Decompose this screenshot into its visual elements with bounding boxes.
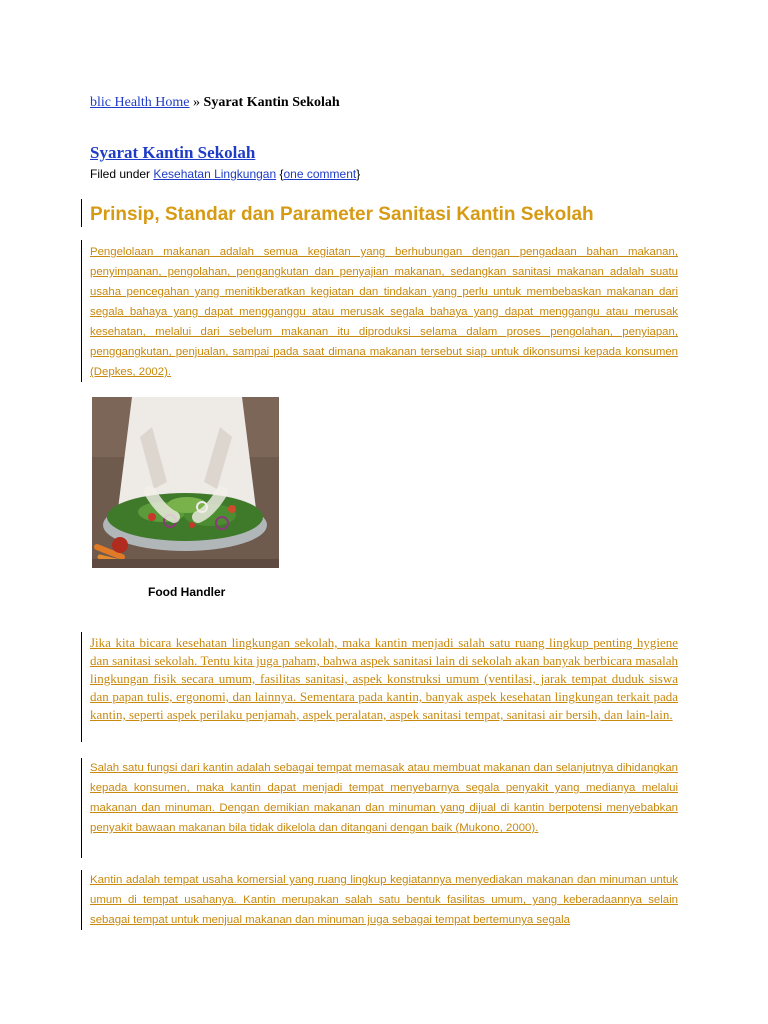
quote-bar [81, 870, 82, 930]
article-paragraph-3: Salah satu fungsi dari kantin adalah sebagai tempat memasak atau membuat makanan dan selanjutnya dihidangkan kepada konsumen, maka kantin dapat menjadi tempat menyebarnya segala penyakit yang medianya melalui makanan dan minuman. Dengan demikian makanan dan minuman yang dijual di kantin berpotensi menyebabkan penyakit bawaan makanan bila tidak dikelola dan ditangani dengan baik (Mukono, 2000). [90, 762, 678, 834]
quote-bar [81, 240, 82, 382]
filed-under-label: Filed under [90, 167, 154, 181]
post-meta [90, 166, 360, 182]
food-handler-photo [92, 397, 279, 568]
category-link[interactable]: Kesehatan Lingkungan [153, 167, 277, 181]
quote-bar [81, 632, 82, 742]
brace-close: } [356, 167, 361, 181]
article-paragraph-1: Pengelolaan makanan adalah semua kegiatan yang berhubungan dengan pengadaan bahan makanan, penyimpanan, pengolahan, pengangkutan dan penyajian makanan, sedangkan sanitasi makanan adalah suatu usaha pencegahan yang menitikberatkan kegiatan dan tindakan yang perlu untuk membebaskan makanan dari segala bahaya yang dapat mengganggu atau merusak segala bahaya yang dapat menggangu atau merusak kesehatan, melalui dari sebelum makanan itu diproduksi selama dalam proses pengolahan, penyiapan, penggangkutan, penjualan, sampai pada saat dimana makanan tersebut siap untuk dikonsumsi kepada konsumen (Depkes, 2002). [90, 246, 678, 378]
article-paragraph-4: Kantin adalah tempat usaha komersial yang ruang lingkup kegiatannya menyediakan makanan dan minuman untuk umum di tempat usahanya. Kantin merupakan salah satu bentuk fasilitas umum, yang keberadaannya selain sebagai tempat untuk menjual makanan dan minuman juga sebagai tempat bertemunya segala [90, 874, 678, 926]
breadcrumb [90, 94, 340, 112]
post-title [90, 142, 255, 164]
image-caption: Food Handler [148, 585, 226, 599]
article-paragraph-2: Jika kita bicara kesehatan lingkungan sekolah, maka kantin menjadi salah satu ruang lingkup penting hygiene dan sanitasi sekolah. Tentu kita juga paham, bahwa aspek sanitasi lain di sekolah akan banyak berbicara masalah lingkungan fisik secara umum, fasilitas sanitasi, aspek konstruksi umum (ventilasi, jarak tempat duduk siswa dan papan tulis, ergonomi, dan lainnya. Sementara pada kantin, banyak aspek kesehatan lingkungan terkait pada kantin, seperti aspek perilaku penjamah, aspek peralatan, aspek sanitasi tempat, sanitasi air bersih, dan lain-lain. [90, 635, 678, 722]
quote-bar [81, 199, 82, 227]
quote-bar [81, 758, 82, 858]
brace-open: { [276, 167, 284, 181]
comments-link[interactable]: one comment [283, 167, 357, 181]
breadcrumb-home-link[interactable]: blic Health Home [90, 95, 190, 110]
breadcrumb-separator: » [189, 95, 204, 110]
article-heading: Prinsip, Standar dan Parameter Sanitasi Kantin Sekolah [90, 204, 594, 225]
breadcrumb-current: Syarat Kantin Sekolah [203, 95, 340, 110]
post-title-link[interactable]: Syarat Kantin Sekolah [90, 143, 256, 162]
